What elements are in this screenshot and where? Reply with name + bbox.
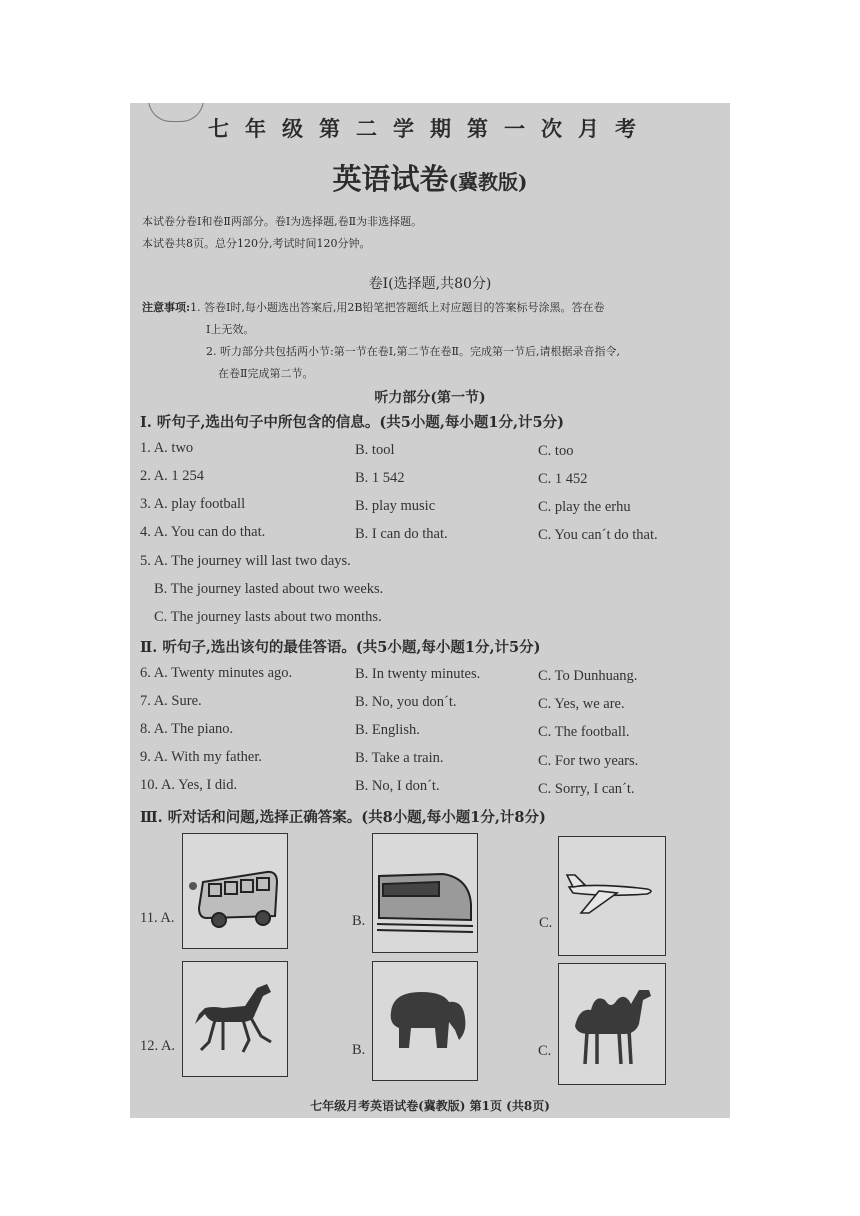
q12-option-c: C. bbox=[538, 1043, 552, 1059]
q6-option-c: C. To Dunhuang. bbox=[538, 668, 638, 684]
horse-image bbox=[182, 961, 288, 1077]
q11-option-b: B. bbox=[352, 913, 366, 929]
q4-option-b: B. I can do that. bbox=[355, 526, 448, 542]
q12-option-b: B. bbox=[352, 1042, 366, 1058]
elephant-image bbox=[372, 961, 478, 1081]
q1-option-b: B. tool bbox=[355, 442, 395, 458]
q7-option-c: C. Yes, we are. bbox=[538, 696, 625, 712]
q9-option-a: 9. A. With my father. bbox=[140, 749, 262, 765]
q6-option-b: B. In twenty minutes. bbox=[355, 666, 481, 682]
q10-option-b: B. No, I don´t. bbox=[355, 778, 440, 794]
section1-title: Ⅰ. 听句子,选出句子中所包含的信息。(共5小题,每小题1分,计5分) bbox=[140, 414, 565, 431]
q8-option-b: B. English. bbox=[355, 722, 420, 738]
exam-title-main: 英语试卷(冀教版) bbox=[332, 162, 528, 196]
q1-option-c: C. too bbox=[538, 443, 574, 459]
q9-option-c: C. For two years. bbox=[538, 753, 639, 769]
q7-option-a: 7. A. Sure. bbox=[140, 693, 202, 709]
exam-page bbox=[130, 103, 730, 1118]
q9-option-b: B. Take a train. bbox=[355, 750, 444, 766]
q5-option-c: C. The journey lasts about two months. bbox=[154, 609, 382, 625]
q8-option-a: 8. A. The piano. bbox=[140, 721, 234, 737]
intro-line-2: 本试卷共8页。总分120分,考试时间120分钟。 bbox=[142, 237, 371, 250]
listening-title: 听力部分(第一节) bbox=[374, 390, 486, 406]
section3-title: Ⅲ. 听对话和问题,选择正确答案。(共8小题,每小题1分,计8分) bbox=[140, 809, 546, 826]
q7-option-b: B. No, you don´t. bbox=[355, 694, 457, 710]
q2-option-c: C. 1 452 bbox=[538, 471, 588, 487]
q4-option-a: 4. A. You can do that. bbox=[140, 524, 266, 540]
section2-title: Ⅱ. 听句子,选出该句的最佳答语。(共5小题,每小题1分,计5分) bbox=[140, 639, 541, 656]
q1-option-a: 1. A. two bbox=[140, 440, 194, 456]
q11-option-c: C. bbox=[539, 915, 553, 931]
q3-option-b: B. play music bbox=[355, 498, 436, 514]
notes-block bbox=[142, 299, 604, 315]
bus-image bbox=[182, 833, 288, 949]
q11-option-a: 11. A. bbox=[140, 910, 175, 926]
train-image bbox=[372, 833, 478, 953]
note-1-line-1: 1. 答卷Ⅰ时,每小题选出答案后,用2B铅笔把答题纸上对应题目的答案标号涂黑。答在卷 bbox=[190, 301, 605, 314]
note-2-line-2: 在卷Ⅱ完成第二节。 bbox=[218, 367, 314, 380]
q8-option-c: C. The football. bbox=[538, 724, 630, 740]
notes-label: 注意事项: bbox=[142, 301, 191, 314]
q5-option-a: 5. A. The journey will last two days. bbox=[140, 553, 351, 569]
note-2-line-1: 2. 听力部分共包括两小节:第一节在卷Ⅰ,第二节在卷Ⅱ。完成第一节后,请根据录音指令, bbox=[206, 345, 621, 358]
q10-option-a: 10. A. Yes, I did. bbox=[140, 777, 238, 793]
q2-option-a: 2. A. 1 254 bbox=[140, 468, 205, 484]
q3-option-c: C. play the erhu bbox=[538, 499, 631, 515]
page-footer: 七年级月考英语试卷(冀教版) 第1页 (共8页) bbox=[310, 1099, 550, 1113]
q4-option-c: C. You can´t do that. bbox=[538, 527, 658, 543]
q10-option-c: C. Sorry, I can´t. bbox=[538, 781, 635, 797]
note-1-line-2: Ⅰ上无效。 bbox=[206, 323, 255, 336]
q6-option-a: 6. A. Twenty minutes ago. bbox=[140, 665, 293, 681]
q5-option-b: B. The journey lasted about two weeks. bbox=[154, 581, 384, 597]
intro-line-1: 本试卷分卷Ⅰ和卷Ⅱ两部分。卷Ⅰ为选择题,卷Ⅱ为非选择题。 bbox=[142, 215, 423, 228]
camel-image bbox=[558, 963, 666, 1085]
q12-option-a: 12. A. bbox=[140, 1038, 176, 1054]
q2-option-b: B. 1 542 bbox=[355, 470, 405, 486]
airplane-image bbox=[558, 836, 666, 956]
q3-option-a: 3. A. play football bbox=[140, 496, 246, 512]
exam-title-line1: 七年级第二学期第一次月考 bbox=[208, 116, 652, 141]
part1-title: 卷Ⅰ(选择题,共80分) bbox=[368, 276, 492, 292]
